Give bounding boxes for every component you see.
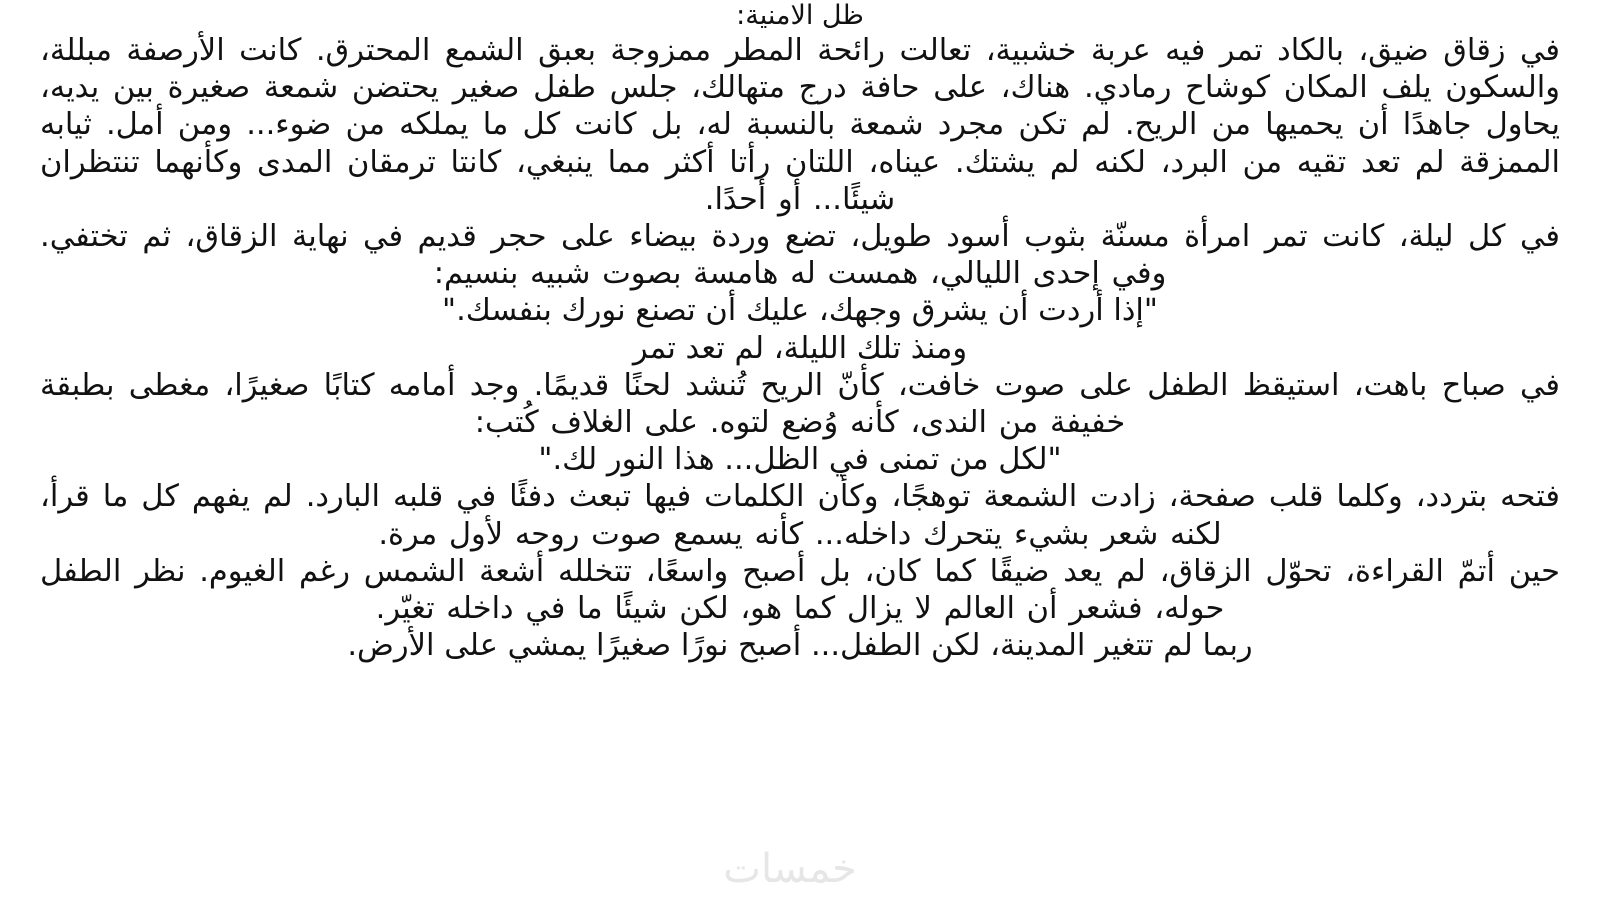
paragraph-3: في صباح باهت، استيقظ الطفل على صوت خافت، كأنّ الريح تُنشد لحنًا قديمًا. وجد أمامه كتابًا صغيرًا، مغطى بطبقة خفيفة من الندى، كأنه وُضع لتوه. على الغلاف كُتب: (40, 367, 1560, 441)
watermark-logo: خمسات (723, 846, 857, 892)
quote-1: "إذا أردت أن يشرق وجهك، عليك أن تصنع نورك بنفسك." (442, 293, 1158, 329)
paragraph-1: في زقاق ضيق، بالكاد تمر فيه عربة خشبية، تعالت رائحة المطر ممزوجة بعبق الشمع المحترق. كانت الأرصفة مبللة، والسكون يلف المكان كوشاح رمادي. هناك، على حافة درج متهالك، جلس طفل صغير يحتضن شمعة صغيرة بين يديه، يحاول جاهدًا أن يحميها من الريح. لم تكن مجرد شمعة بالنسبة له، بل كانت كل ما يملكه من ضوء... ومن أمل. ثيابه الممزقة لم تعد تقيه من البرد، لكنه لم يشتك. عيناه، اللتان رأتا أكثر مما ينبغي، كانتا ترمقان المدى وكأنهما تنتظران شيئًا... أو أحدًا. (40, 33, 1560, 217)
line-after-quote: ومنذ تلك الليلة، لم تعد تمر (632, 330, 968, 366)
paragraph-2: في كل ليلة، كانت تمر امرأة مسنّة بثوب أسود طويل، تضع وردة بيضاء على حجر قديم في نهاية الزقاق، ثم تختفي. وفي إحدى الليالي، همست له هامسة بصوت شبيه بنسيم: (40, 219, 1560, 292)
document-title: ظل الامنية: (736, 0, 864, 31)
paragraph-4: فتحه بتردد، وكلما قلب صفحة، زادت الشمعة توهجًا، وكأن الكلمات فيها تبعث دفئًا في قلبه البارد. لم يفهم كل ما قرأ، لكنه شعر بشيء يتحرك داخله... كأنه يسمع صوت روحه لأول مرة. (40, 479, 1560, 552)
closing-line: ربما لم تتغير المدينة، لكن الطفل... أصبح نورًا صغيرًا يمشي على الأرض. (347, 628, 1253, 664)
quote-2: "لكل من تمنى في الظل... هذا النور لك." (538, 442, 1062, 478)
paragraph-5: حين أتمّ القراءة، تحوّل الزقاق، لم يعد ضيقًا كما كان، بل أصبح واسعًا، تتخلله أشعة الشمس رغم الغيوم. نظر الطفل حوله، فشعر أن العالم لا يزال كما هو، لكن شيئًا ما في داخله تغيّر. (40, 553, 1560, 627)
document-page (40, 0, 1560, 920)
